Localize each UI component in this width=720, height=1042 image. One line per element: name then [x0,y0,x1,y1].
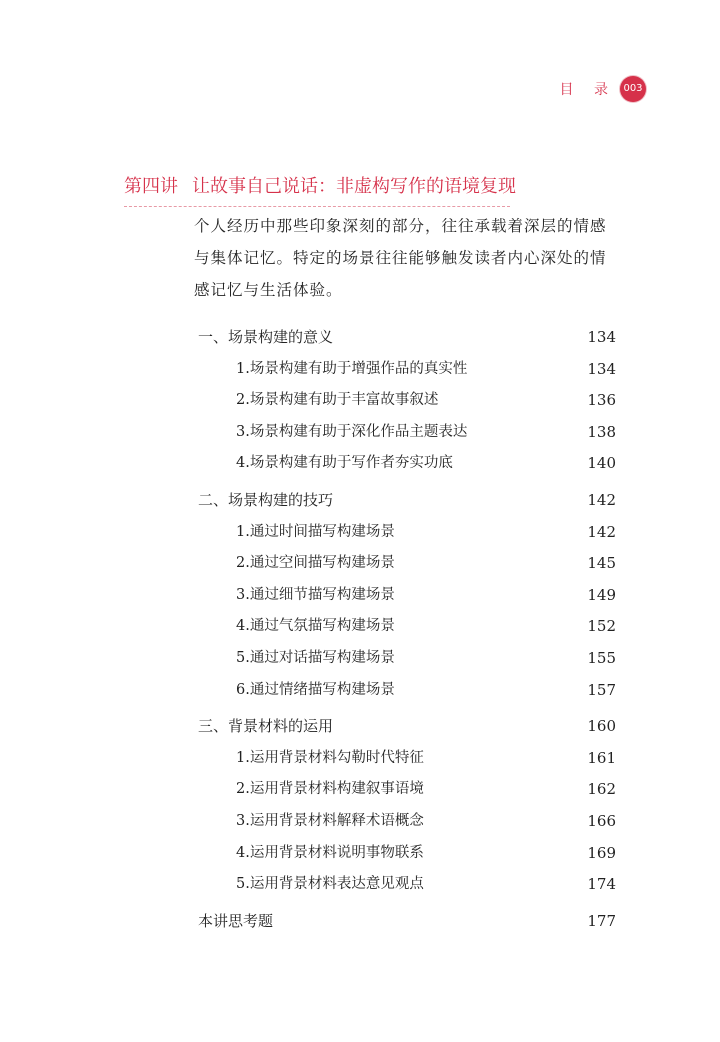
chapter-intro: 个人经历中那些印象深刻的部分，往往承载着深层的情感与集体记忆。特定的场景往往能够触发读者内心深处的情感记忆与生活体验。 [194,217,607,299]
toc-item-label: 3.场景构建有助于深化作品主题表达 [236,423,468,440]
toc-item[interactable] [198,806,616,838]
toc-page-number: 157 [587,680,616,699]
toc-item-label: 4.通过气氛描写构建场景 [236,618,395,635]
toc-item[interactable] [198,354,616,386]
toc-item[interactable] [198,417,616,449]
toc-item-label: 1.场景构建有助于增强作品的真实性 [236,360,468,377]
toc-extra[interactable] [198,906,616,938]
toc-page-number: 138 [587,422,616,441]
toc-page-number: 134 [587,359,616,378]
toc-item-label: 6.通过情绪描写构建场景 [236,681,395,698]
toc-item-label: 2.通过空间描写构建场景 [236,555,395,572]
toc-page-number: 140 [587,454,616,473]
toc-section-label: 三、背景材料的运用 [198,717,334,736]
toc-item-label: 2.场景构建有助于丰富故事叙述 [236,392,439,409]
toc-section-label: 二、场景构建的技巧 [198,490,334,509]
chapter-title: 让故事自己说话：非虚构写作的语境复现 [192,176,516,197]
toc-page-number: 152 [587,617,616,636]
toc-item-label: 3.通过细节描写构建场景 [236,586,395,603]
toc-item[interactable] [198,838,616,870]
toc-page-number: 142 [587,522,616,541]
toc-page-number: 155 [587,648,616,667]
toc-item[interactable] [198,517,616,549]
toc-item[interactable] [198,448,616,480]
toc-item[interactable] [198,643,616,675]
toc-item-label: 1.运用背景材料勾勒时代特征 [236,749,424,766]
toc-item[interactable] [198,385,616,417]
toc-page-number: 174 [587,875,616,894]
toc-item-label: 1.通过时间描写构建场景 [236,523,395,540]
toc-item-label: 2.运用背景材料构建叙事语境 [236,781,424,798]
toc-page-number: 142 [587,490,616,509]
toc-section[interactable] [198,485,616,517]
toc-item[interactable] [198,675,616,707]
toc-item[interactable] [198,869,616,901]
toc-page-number: 160 [587,717,616,736]
toc-page-number: 177 [587,911,616,930]
chapter-number: 第四讲 [124,176,178,197]
toc-extra-label: 本讲思考题 [198,911,274,930]
toc-page-number: 166 [587,811,616,830]
toc-item-label: 5.运用背景材料表达意见观点 [236,876,424,893]
toc-item[interactable] [198,743,616,775]
toc-page-number: 136 [587,391,616,410]
toc-item[interactable] [198,611,616,643]
toc-item[interactable] [198,580,616,612]
toc-section[interactable] [198,322,616,354]
page-header [560,76,646,102]
toc-item-label: 5.通过对话描写构建场景 [236,649,395,666]
toc-page-number: 134 [587,328,616,346]
toc-item-label: 4.场景构建有助于写作者夯实功底 [236,455,453,472]
toc-page-number: 169 [587,843,616,862]
toc-page-number: 149 [587,585,616,604]
table-of-contents [198,322,616,937]
toc-section[interactable] [198,711,616,743]
toc-page-number: 161 [587,748,616,767]
toc-item[interactable] [198,548,616,580]
toc-page-number: 162 [587,780,616,799]
toc-item-label: 3.运用背景材料解释术语概念 [236,812,424,829]
toc-item[interactable] [198,774,616,806]
toc-page-number: 145 [587,554,616,573]
header-title: 目 录 [559,82,616,98]
chapter-heading[interactable] [124,172,516,207]
toc-section-label: 一、场景构建的意义 [198,328,334,346]
page-number-badge: 003 [620,76,646,102]
toc-item-label: 4.运用背景材料说明事物联系 [236,844,424,861]
